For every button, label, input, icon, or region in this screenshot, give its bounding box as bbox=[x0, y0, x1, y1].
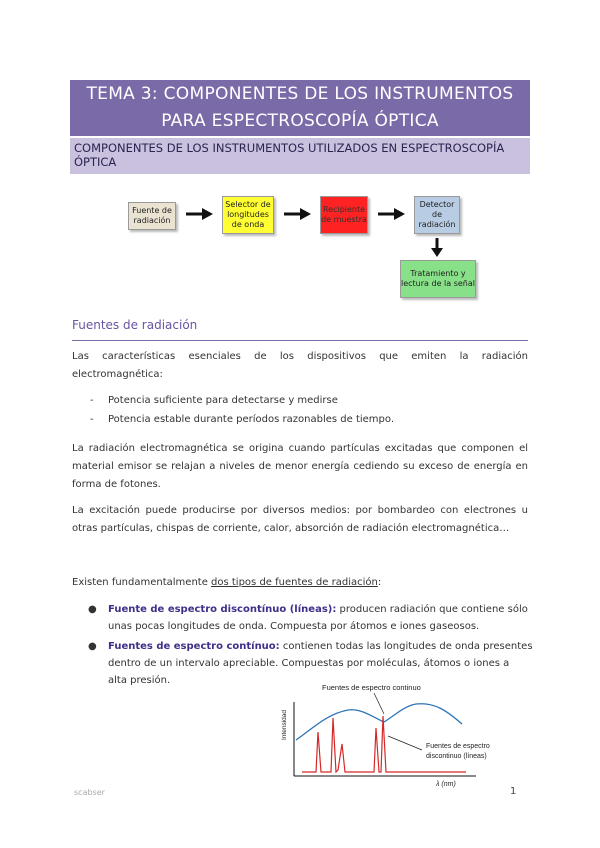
title-line-2: PARA ESPECTROSCOPÍA ÓPTICA bbox=[161, 111, 439, 131]
para2-line-2: material emisor se relajan a niveles de menor energía cediendo su exceso de energía en bbox=[72, 461, 528, 472]
page-number: 1 bbox=[510, 786, 517, 797]
section-heading: Fuentes de radiación bbox=[72, 318, 528, 341]
label-discontinuous-2: discontinuo (líneas) bbox=[426, 753, 487, 760]
arrow-right-icon bbox=[284, 207, 312, 221]
label-continuous: Fuentes de espectro continuo bbox=[322, 683, 421, 692]
para2-line-3: forma de fotones. bbox=[72, 479, 161, 490]
para3-line-2: otras partículas, chispas de corriente, calor, absorción de radiación electromagnética… bbox=[72, 523, 510, 534]
box-fuente-radiacion: Fuente de radiación bbox=[128, 202, 176, 230]
arrow-down-icon bbox=[430, 238, 444, 258]
intro-line-1: Las características esenciales de los dispositivos que emiten la radiación bbox=[72, 351, 528, 362]
box-detector-radiacion: Detector de radiación bbox=[414, 196, 460, 234]
continuous-spectrum-curve bbox=[296, 704, 462, 740]
types-intro: Existen fundamentalmente dos tipos de fuentes de radiación: bbox=[72, 577, 382, 588]
footer-author: scabser bbox=[74, 788, 105, 797]
ylabel: Intensidad bbox=[281, 710, 288, 740]
arrow-right-icon bbox=[186, 207, 214, 221]
para3-line-1: La excitación puede producirse por diversos medios: por bombardeo con electrones u bbox=[72, 505, 528, 516]
subtitle-bar: COMPONENTES DE LOS INSTRUMENTOS UTILIZADOS EN ESPECTROSCOPÍA ÓPTICA bbox=[70, 138, 530, 174]
xlabel: λ (nm) bbox=[436, 781, 456, 788]
list-item: - Potencia estable durante períodos razonables de tiempo. bbox=[90, 414, 395, 425]
title-line-1: TEMA 3: COMPONENTES DE LOS INSTRUMENTOS bbox=[86, 84, 514, 104]
box-selector-longitudes: Selector de longitudes de onda bbox=[222, 196, 274, 234]
list-item: - Potencia suficiente para detectarse y medirse bbox=[90, 395, 338, 406]
list-item: ● Fuente de espectro discontínuo (líneas): producen radiación que contiene sólo unas pocas longitudes de onda. Compuesta por átomos e iones gaseosos. bbox=[94, 601, 534, 635]
box-tratamiento-senal: Tratamiento y lectura de la señal bbox=[400, 260, 476, 298]
box-recipiente-muestra: Recipiente de muestra bbox=[320, 196, 368, 234]
bullet-icon: ● bbox=[88, 604, 97, 615]
para2-line-1: La radiación electromagnética se origina cuando partículas excitadas que componen el bbox=[72, 443, 528, 454]
pointer-discontinuous bbox=[388, 736, 422, 750]
spectrum-figure bbox=[276, 680, 526, 790]
arrow-right-icon bbox=[378, 207, 406, 221]
bullet-icon: ● bbox=[88, 641, 97, 652]
pointer-continuous bbox=[374, 693, 384, 714]
title-banner bbox=[70, 80, 530, 136]
label-discontinuous-1: Fuentes de espectro bbox=[426, 743, 490, 750]
list-item: ● Fuentes de espectro contínuo: contienen todas las longitudes de onda presentes dentro de un intervalo apreciable. Compuestas por moléculas, átomos o iones a alta presión. bbox=[94, 638, 534, 689]
intro-line-2: electromagnética: bbox=[72, 369, 163, 380]
